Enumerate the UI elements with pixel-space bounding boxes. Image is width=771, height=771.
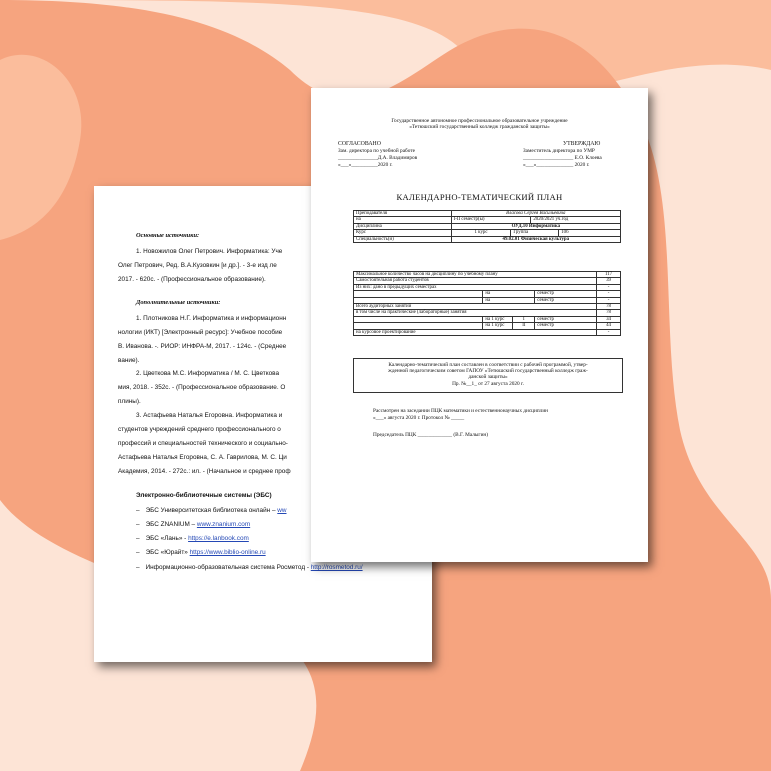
ebs-link[interactable]: http://rosmetod.ru/ xyxy=(310,564,363,571)
note-line: Календарно-тематический план составлен в соответствии с рабочей программой, утвер- xyxy=(388,362,588,368)
ebs-link[interactable]: www.znanium.com xyxy=(196,521,251,528)
approve-left-line: «___»__________2020 г. xyxy=(338,162,393,168)
hours-value: 34 xyxy=(597,316,621,322)
extra-source-line: вание). xyxy=(118,357,140,364)
extra-source-line: 2. Цветкова М.С. Информатика / М. С. Цветкова xyxy=(136,370,280,377)
note-line: жденной педагогическим советом ГАПОУ «Тетюшский государственный колледж граж- xyxy=(388,368,588,374)
hours-na: на xyxy=(483,297,535,303)
hours-value: 78 xyxy=(597,304,621,310)
course-label: Курс xyxy=(354,230,452,236)
approve-left-title: СОГЛАСОВАНО xyxy=(338,141,381,147)
ebs-item: – ЭБС ZNANIUM – www.znanium.com xyxy=(136,521,251,528)
ebs-link[interactable]: https://e.lanbook.com xyxy=(188,535,249,542)
ebs-item: – ЭБС «Юрайт» https://www.biblio-online.ru xyxy=(136,549,266,556)
chair-line: Председатель ПЦК _____________ (В.Г. Малыгин) xyxy=(373,432,489,438)
year-value: 2020/2021 уч.год xyxy=(531,217,621,223)
hours-value: - xyxy=(597,284,621,290)
hours-label: Всего аудиторных занятий xyxy=(354,304,597,310)
extra-source-line: студентов учреждений среднего профессионального о xyxy=(118,426,281,433)
semester-value: I-II семестр(ы) xyxy=(451,217,531,223)
extra-source-line: Академия, 2014. - 272с.: ил. - (Начальное и среднее проф xyxy=(118,468,291,475)
ebs-link[interactable]: ww xyxy=(277,507,287,514)
extra-source-line: профессий и специальностей технического и социально- xyxy=(118,440,288,447)
review-line: Рассмотрен на заседании ПЦК математики и естественнонаучных дисциплин xyxy=(373,408,548,414)
group-value: 106 xyxy=(559,230,621,236)
approve-right-line: ___________________ Е.О. Клоева xyxy=(523,155,602,161)
extra-source-line: В. Иванова. -. РИОР: ИНФРА-М, 2017. - 124с. - (Среднее xyxy=(118,343,287,350)
teacher-label: Преподавателя xyxy=(354,211,452,217)
hours-label: Из них: дано в предыдущих семестрах xyxy=(354,284,597,290)
ebs-item: – Информационно-образовательная система Росметод - http://rosmetod.ru/ xyxy=(136,564,363,571)
extra-source-line: Астафьева Наталья Егоровна, С. А. Гаврилова, М. С. Ци xyxy=(118,454,287,461)
table-row xyxy=(354,236,621,242)
on-label: на xyxy=(354,217,452,223)
review-line: «___» августа 2020 г. Протокол № _____ xyxy=(373,415,465,421)
hours-value: 117 xyxy=(597,272,621,278)
main-source-line: 1. Новожилов Олег Петрович. Информатика: Уче xyxy=(136,248,283,255)
hours-num: II xyxy=(513,323,535,329)
hours-value: - xyxy=(597,297,621,303)
main-source-line: Олег Петрович, Ред. В.А.Кузовкин [и др.]. - 3-е изд ле xyxy=(118,262,277,269)
calendar-plan-page xyxy=(311,88,648,562)
ebs-item: – ЭБС Университетская библиотека онлайн – ww xyxy=(136,507,287,514)
hours-num: I xyxy=(513,316,535,322)
ebs-item: – ЭБС «Лань» - https://e.lanbook.com xyxy=(136,535,249,542)
hours-label: на курсовое проектирование xyxy=(354,329,597,335)
hours-label: Максимальное количество часов на дисциплину по учебному плану xyxy=(354,272,597,278)
discipline-value: ОУД.10 Информатика xyxy=(451,223,620,229)
approve-left-line: Зам. директора по учебной работе xyxy=(338,148,416,154)
ebs-title: Электронно-библиотечные системы (ЭБС) xyxy=(136,492,272,499)
note-line: данской защиты» xyxy=(468,374,508,380)
hours-value: 44 xyxy=(597,323,621,329)
hours-label: Самостоятельная работа студентов xyxy=(354,278,597,284)
hours-value: - xyxy=(597,291,621,297)
plan-info-table xyxy=(353,210,621,243)
hours-table xyxy=(353,271,621,336)
spec-label: Специальность(и) xyxy=(354,236,452,242)
hours-na: на xyxy=(483,291,535,297)
hours-na: на 1 курс xyxy=(483,316,513,322)
approve-right-line: «___»______________ 2020 г. xyxy=(523,162,590,168)
org-name: Государственное автономное профессиональное образовательное учреждение xyxy=(391,118,568,124)
hours-value: 39 xyxy=(597,278,621,284)
hours-value: 78 xyxy=(597,310,621,316)
discipline-label: Дисциплина xyxy=(354,223,452,229)
group-label: Группа xyxy=(511,230,559,236)
approve-left-line: _______________Д.А. Владимиров xyxy=(338,155,418,161)
extra-source-line: плины). xyxy=(118,398,141,405)
hours-na: на 1 курс xyxy=(483,323,513,329)
main-source-line: 2017. - 620с. - (Профессиональное образование). xyxy=(118,276,266,283)
main-sources-title: Основные источники: xyxy=(136,232,200,239)
course-value: 1 курс xyxy=(451,230,511,236)
hours-sem: семестр xyxy=(535,291,597,297)
approve-right-line: Заместитель директора по УМР xyxy=(523,148,595,154)
extra-source-line: 1. Плотникова Н.Г. Информатика и информационн xyxy=(136,315,287,322)
org-name: «Тетюшский государственный колледж гражданской защиты» xyxy=(409,124,550,130)
hours-sem: семестр xyxy=(535,323,597,329)
teacher-name: Власова Сергея Васильевича xyxy=(451,211,620,217)
extra-sources-title: Дополнительные источники: xyxy=(136,299,221,306)
extra-source-line: мия, 2018. - 352с. - (Профессиональное образование. О xyxy=(118,384,286,391)
note-box xyxy=(353,358,623,393)
ebs-link[interactable]: https://www.biblio-online.ru xyxy=(189,549,266,556)
hours-sem: семестр xyxy=(535,297,597,303)
hours-value: - xyxy=(597,329,621,335)
note-line: Пр. №__1_ от 27 августа 2020 г. xyxy=(452,381,524,387)
spec-value: 49.02.01 Физическая культура xyxy=(451,236,620,242)
hours-sem: семестр xyxy=(535,316,597,322)
page-title: КАЛЕНДАРНО-ТЕМАТИЧЕСКИЙ ПЛАН xyxy=(396,192,563,202)
extra-source-line: нологии (ИКТ) [Электронный ресурс]: Учебное пособие xyxy=(118,329,283,336)
approve-right-title: УТВЕРЖДАЮ xyxy=(563,141,601,147)
table-row xyxy=(354,329,621,335)
extra-source-line: 3. Астафьева Наталья Егоровна. Информатика и xyxy=(136,412,283,419)
hours-label: в том числе на практические (лабораторные) занятия xyxy=(354,310,597,316)
